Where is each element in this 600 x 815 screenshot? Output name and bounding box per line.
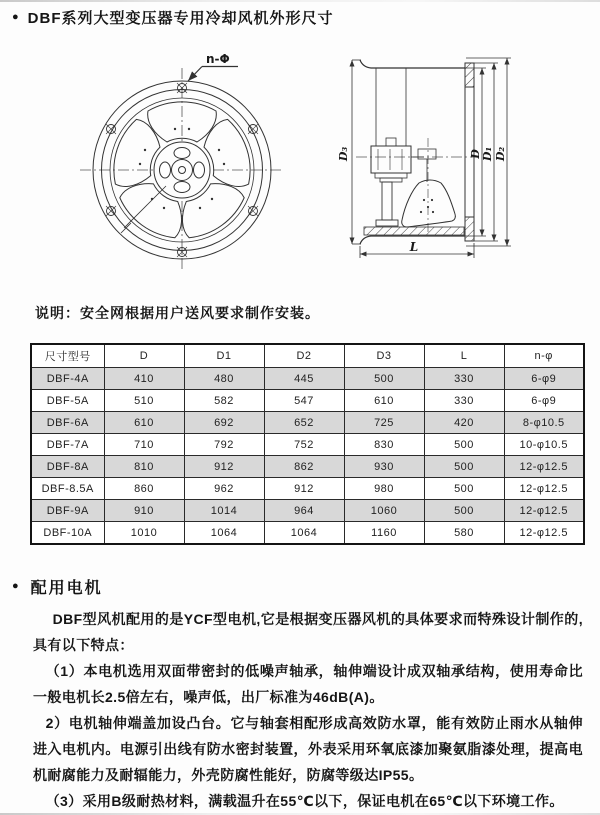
table-cell: 6-φ9 [504, 390, 584, 412]
table-cell: DBF-7A [31, 434, 104, 456]
table-row [31, 434, 584, 456]
fan-side-view [337, 58, 511, 258]
table-cell: 862 [264, 456, 344, 478]
table-cell: 830 [344, 434, 424, 456]
bullet-icon: ● [12, 11, 19, 23]
dimension-l [360, 240, 474, 258]
table-cell: DBF-5A [31, 390, 104, 412]
dim-label-d: D [469, 149, 482, 159]
table-cell: 12-φ12.5 [504, 478, 584, 500]
table-cell: 500 [424, 434, 504, 456]
motor-point-3: （3）采用B级耐热材料，满载温升在55℃以下，保证电机在65℃以下环境工作。 [45, 793, 564, 809]
dim-label-d1: D₁ [481, 146, 494, 162]
page-title: DBF系列大型变压器专用冷却风机外形尺寸 [27, 10, 334, 27]
col-header-d1: D1 [184, 344, 264, 368]
table-cell: 410 [104, 368, 184, 390]
table-row [31, 478, 584, 500]
motor [371, 146, 411, 226]
table-cell: DBF-8.5A [31, 478, 104, 500]
table-body [31, 368, 584, 545]
table-row [31, 368, 584, 390]
table-cell: 912 [184, 456, 264, 478]
table-cell: DBF-10A [31, 522, 104, 545]
table-cell: 1064 [264, 522, 344, 545]
table-row [31, 500, 584, 522]
page-title-row [12, 7, 334, 28]
table-cell: 6-φ9 [504, 368, 584, 390]
table-cell: 1014 [184, 500, 264, 522]
col-header-d: D [104, 344, 184, 368]
table-cell: DBF-8A [31, 456, 104, 478]
col-header-d2: D2 [264, 344, 344, 368]
table-cell: 1060 [344, 500, 424, 522]
table-cell: 500 [424, 500, 504, 522]
dim-label-d2: D₂ [494, 146, 507, 162]
table-cell: 500 [424, 478, 504, 500]
table-cell: 610 [104, 412, 184, 434]
motor-point-1: （1）本电机选用双面带密封的低噪声轴承，轴伸端设计成双轴承结构，使用寿命比一般电机长2.5倍左右，噪声低，出厂标准为46dB(A)。 [33, 663, 583, 705]
bullet-icon: ● [12, 580, 19, 592]
motor-description [33, 606, 583, 814]
table-cell: 610 [344, 390, 424, 412]
table-cell: 12-φ12.5 [504, 456, 584, 478]
table-cell: 962 [184, 478, 264, 500]
table-cell: 725 [344, 412, 424, 434]
table-cell: 930 [344, 456, 424, 478]
table-cell: 330 [424, 390, 504, 412]
table-header-row [31, 344, 584, 368]
hole-count-label: n-Φ [206, 52, 230, 66]
table-row [31, 522, 584, 545]
col-header-model: 尺寸型号 [31, 344, 104, 368]
motor-section-heading: 配用电机 [30, 580, 103, 597]
table-cell: 752 [264, 434, 344, 456]
table-cell: 445 [264, 368, 344, 390]
table-row [31, 412, 584, 434]
table-row [31, 456, 584, 478]
table-cell: 964 [264, 500, 344, 522]
dim-label-l: L [409, 240, 419, 254]
installation-note: 说明：安全网根据用户送风要求制作安装。 [35, 305, 320, 321]
impeller-section [402, 149, 456, 227]
table-cell: 792 [184, 434, 264, 456]
fan-front-view [80, 52, 284, 272]
motor-section-heading-row [12, 575, 103, 598]
table-cell: 1010 [104, 522, 184, 545]
table-cell: 10-φ10.5 [504, 434, 584, 456]
table-row [31, 390, 584, 412]
table-cell: 710 [104, 434, 184, 456]
table-cell: DBF-6A [31, 412, 104, 434]
col-header-holes: n-φ [504, 344, 584, 368]
motor-intro-paragraph: DBF型风机配用的是YCF型电机,它是根据变压器风机的具体要求而特殊设计制作的,具有以下特点： [33, 611, 583, 653]
technical-drawings [0, 50, 600, 300]
table-cell: 510 [104, 390, 184, 412]
table-cell: DBF-9A [31, 500, 104, 522]
table-cell: 912 [264, 478, 344, 500]
table-cell: 1160 [344, 522, 424, 545]
col-header-d3: D3 [344, 344, 424, 368]
table-cell: 500 [344, 368, 424, 390]
table-cell: 910 [104, 500, 184, 522]
table-cell: 12-φ12.5 [504, 522, 584, 545]
col-header-l: L [424, 344, 504, 368]
motor-point-2: 2）电机轴伸端盖加设凸台。它与轴套相配形成高效防水罩，能有效防止雨水从轴伸进入电机内。电源引出线有防水密封装置，外表采用环氧底漆加聚氨脂漆处理，提高电机耐腐能力及耐辐能力，外壳防腐性能好，防腐等级达IP55。 [33, 715, 583, 783]
table-cell: 12-φ12.5 [504, 500, 584, 522]
dimension-d3 [337, 60, 361, 244]
table-cell: 1064 [184, 522, 264, 545]
table-cell: 420 [424, 412, 504, 434]
table-cell: 480 [184, 368, 264, 390]
hole-callout [188, 52, 238, 81]
dimensions-table [30, 343, 585, 545]
table-cell: 652 [264, 412, 344, 434]
table-cell: 8-φ10.5 [504, 412, 584, 434]
dim-label-d3: D₃ [337, 146, 350, 162]
table-cell: 500 [424, 456, 504, 478]
table-cell: 582 [184, 390, 264, 412]
table-cell: 580 [424, 522, 504, 545]
table-cell: 980 [344, 478, 424, 500]
table-cell: 692 [184, 412, 264, 434]
table-cell: 547 [264, 390, 344, 412]
scan-artifact-top [0, 0, 600, 2]
table-cell: DBF-4A [31, 368, 104, 390]
table-cell: 860 [104, 478, 184, 500]
table-cell: 330 [424, 368, 504, 390]
table-cell: 810 [104, 456, 184, 478]
